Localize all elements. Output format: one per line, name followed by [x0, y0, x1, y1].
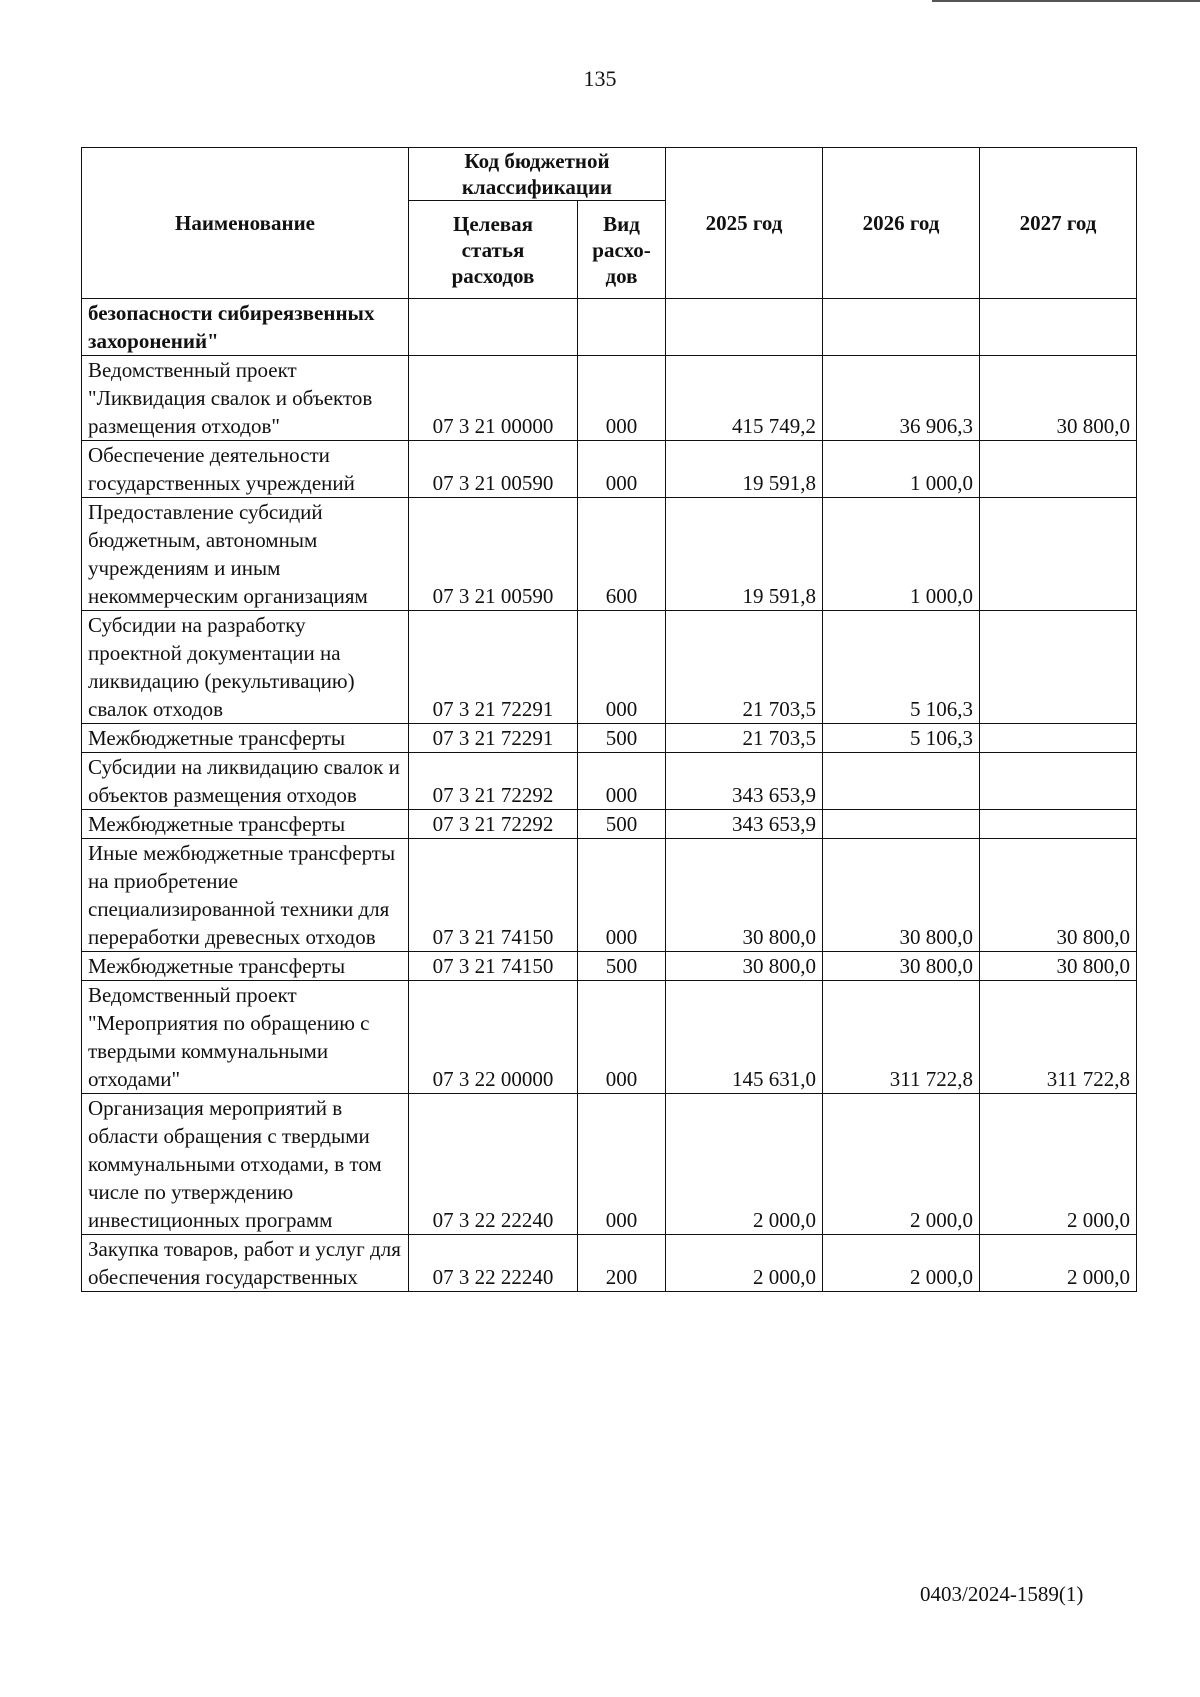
value-2027-cell — [980, 299, 1137, 356]
expense-type-cell: 000 — [578, 839, 666, 952]
header-target-article: Целевая статья расходов — [409, 201, 578, 299]
expense-type-cell: 500 — [578, 952, 666, 981]
value-2025-cell: 30 800,0 — [666, 952, 823, 981]
target-article-cell: 07 3 21 72291 — [409, 724, 578, 753]
table-row — [82, 1235, 1137, 1292]
table-row — [82, 1094, 1137, 1235]
expense-type-cell: 200 — [578, 1235, 666, 1292]
value-2025-cell: 145 631,0 — [666, 981, 823, 1094]
row-name-cell: Закупка товаров, работ и услуг для обеспечения государственных — [82, 1235, 409, 1292]
header-2025: 2025 год — [666, 148, 823, 299]
target-article-cell: 07 3 21 00590 — [409, 498, 578, 611]
value-2026-cell: 30 800,0 — [823, 952, 980, 981]
table-row — [82, 810, 1137, 839]
row-name-cell: безопасности сибиреязвенных захоронений" — [82, 299, 409, 356]
value-2026-cell: 5 106,3 — [823, 724, 980, 753]
value-2027-cell — [980, 611, 1137, 724]
row-name-cell: Иные межбюджетные трансферты на приобретение специализированной техники для переработки древесных отходов — [82, 839, 409, 952]
value-2025-cell: 415 749,2 — [666, 356, 823, 441]
row-name-cell: Ведомственный проект "Ликвидация свалок и объектов размещения отходов" — [82, 356, 409, 441]
budget-table — [81, 147, 1137, 1292]
row-name-cell: Межбюджетные трансферты — [82, 810, 409, 839]
value-2025-cell — [666, 299, 823, 356]
expense-type-cell — [578, 299, 666, 356]
value-2026-cell: 1 000,0 — [823, 441, 980, 498]
value-2027-cell: 30 800,0 — [980, 952, 1137, 981]
value-2025-cell: 2 000,0 — [666, 1094, 823, 1235]
expense-type-cell: 000 — [578, 611, 666, 724]
value-2025-cell: 21 703,5 — [666, 611, 823, 724]
value-2025-cell: 19 591,8 — [666, 441, 823, 498]
table-row — [82, 441, 1137, 498]
value-2025-cell: 2 000,0 — [666, 1235, 823, 1292]
value-2025-cell: 343 653,9 — [666, 810, 823, 839]
row-name-cell: Межбюджетные трансферты — [82, 952, 409, 981]
table-row — [82, 753, 1137, 810]
target-article-cell: 07 3 21 74150 — [409, 839, 578, 952]
target-article-cell — [409, 299, 578, 356]
table-row — [82, 611, 1137, 724]
target-article-cell: 07 3 21 74150 — [409, 952, 578, 981]
table-row — [82, 724, 1137, 753]
value-2027-cell: 2 000,0 — [980, 1094, 1137, 1235]
value-2027-cell: 30 800,0 — [980, 839, 1137, 952]
table-row — [82, 356, 1137, 441]
header-name: Наименование — [82, 148, 409, 299]
value-2025-cell: 343 653,9 — [666, 753, 823, 810]
target-article-cell: 07 3 22 00000 — [409, 981, 578, 1094]
table-row — [82, 952, 1137, 981]
value-2027-cell: 311 722,8 — [980, 981, 1137, 1094]
value-2025-cell: 19 591,8 — [666, 498, 823, 611]
target-article-cell: 07 3 22 22240 — [409, 1094, 578, 1235]
value-2026-cell: 2 000,0 — [823, 1094, 980, 1235]
row-name-cell: Организация мероприятий в области обращения с твердыми коммунальными отходами, в том числе по утверждению инвестиционных программ — [82, 1094, 409, 1235]
table-row — [82, 981, 1137, 1094]
target-article-cell: 07 3 21 00000 — [409, 356, 578, 441]
target-article-cell: 07 3 21 72292 — [409, 753, 578, 810]
target-article-cell: 07 3 21 72292 — [409, 810, 578, 839]
row-name-cell: Субсидии на ликвидацию свалок и объектов размещения отходов — [82, 753, 409, 810]
top-rule — [932, 0, 1200, 2]
row-name-cell: Субсидии на разработку проектной документации на ликвидацию (рекультивацию) свалок отходов — [82, 611, 409, 724]
value-2026-cell: 36 906,3 — [823, 356, 980, 441]
table-row — [82, 299, 1137, 356]
value-2027-cell — [980, 724, 1137, 753]
header-expense-type: Вид расхо-дов — [578, 201, 666, 299]
value-2025-cell: 21 703,5 — [666, 724, 823, 753]
value-2025-cell: 30 800,0 — [666, 839, 823, 952]
header-code-group: Код бюджетной классификации — [409, 148, 666, 201]
value-2027-cell: 2 000,0 — [980, 1235, 1137, 1292]
row-name-cell: Обеспечение деятельности государственных учреждений — [82, 441, 409, 498]
target-article-cell: 07 3 21 00590 — [409, 441, 578, 498]
expense-type-cell: 500 — [578, 810, 666, 839]
table-row — [82, 498, 1137, 611]
value-2026-cell — [823, 810, 980, 839]
expense-type-cell: 000 — [578, 441, 666, 498]
value-2027-cell — [980, 753, 1137, 810]
target-article-cell: 07 3 21 72291 — [409, 611, 578, 724]
value-2027-cell — [980, 810, 1137, 839]
page-number: 135 — [583, 66, 617, 91]
value-2026-cell: 1 000,0 — [823, 498, 980, 611]
expense-type-cell: 000 — [578, 753, 666, 810]
expense-type-cell: 000 — [578, 356, 666, 441]
document-code: 0403/2024-1589(1) — [920, 1582, 1084, 1606]
expense-type-cell: 000 — [578, 981, 666, 1094]
row-name-cell: Межбюджетные трансферты — [82, 724, 409, 753]
row-name-cell: Ведомственный проект "Мероприятия по обращению с твердыми коммунальными отходами" — [82, 981, 409, 1094]
value-2026-cell: 2 000,0 — [823, 1235, 980, 1292]
expense-type-cell: 000 — [578, 1094, 666, 1235]
expense-type-cell: 500 — [578, 724, 666, 753]
value-2026-cell: 30 800,0 — [823, 839, 980, 952]
table-row — [82, 839, 1137, 952]
value-2026-cell — [823, 299, 980, 356]
value-2026-cell: 311 722,8 — [823, 981, 980, 1094]
expense-type-cell: 600 — [578, 498, 666, 611]
header-2026: 2026 год — [823, 148, 980, 299]
value-2027-cell — [980, 498, 1137, 611]
header-2027: 2027 год — [980, 148, 1137, 299]
value-2026-cell: 5 106,3 — [823, 611, 980, 724]
target-article-cell: 07 3 22 22240 — [409, 1235, 578, 1292]
value-2027-cell — [980, 441, 1137, 498]
value-2026-cell — [823, 753, 980, 810]
value-2027-cell: 30 800,0 — [980, 356, 1137, 441]
row-name-cell: Предоставление субсидий бюджетным, автономным учреждениям и иным некоммерческим организациям — [82, 498, 409, 611]
